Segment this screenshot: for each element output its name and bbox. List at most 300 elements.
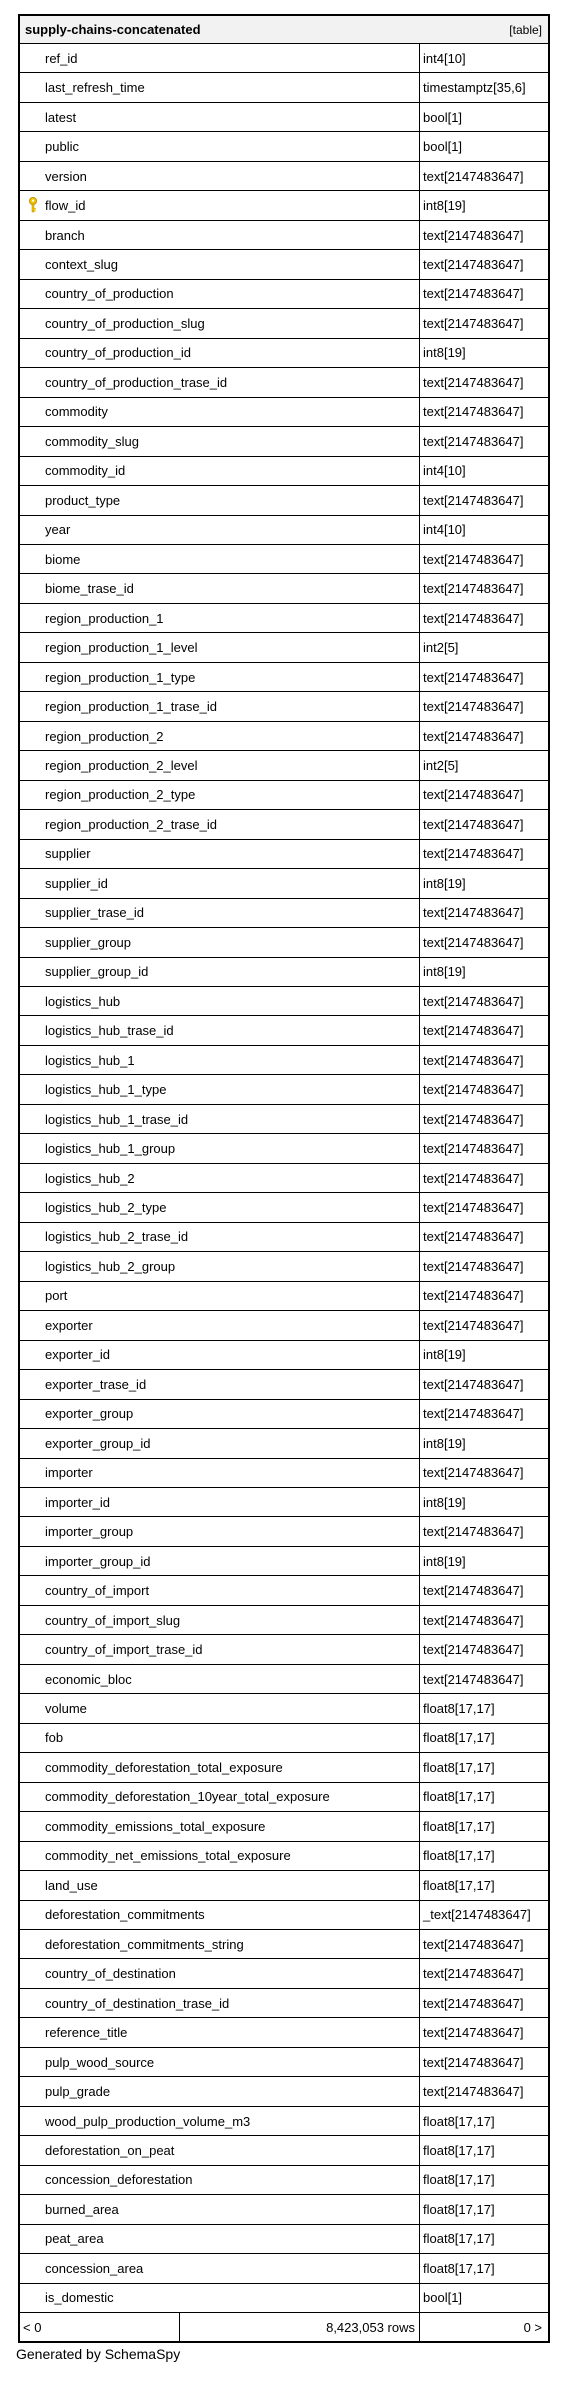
column-type: text[2147483647] (423, 1111, 524, 1127)
column-name: importer (45, 1465, 93, 1481)
column-name-cell (20, 339, 420, 367)
row-count: 8,423,053 rows (180, 2313, 420, 2341)
column-row (20, 280, 548, 309)
column-type: text[2147483647] (423, 1200, 524, 1216)
column-row (20, 132, 548, 161)
column-type: text[2147483647] (423, 1465, 524, 1481)
column-name-cell (20, 1193, 420, 1221)
column-name-cell (20, 604, 420, 632)
column-type: text[2147483647] (423, 846, 524, 862)
column-name: logistics_hub_1_group (45, 1141, 176, 1157)
column-row (20, 574, 548, 603)
column-name: exporter_group_id (45, 1435, 151, 1451)
column-row (20, 1105, 548, 1134)
column-type: text[2147483647] (423, 934, 524, 950)
column-name-cell (20, 1046, 420, 1074)
column-row (20, 692, 548, 721)
column-name-cell (20, 899, 420, 927)
column-name: commodity_emissions_total_exposure (45, 1818, 266, 1834)
column-row (20, 1665, 548, 1694)
column-type: int4[10] (423, 522, 466, 538)
column-type: text[2147483647] (423, 374, 524, 390)
column-row (20, 1193, 548, 1222)
column-type: float8[17,17] (423, 1848, 495, 1864)
column-row (20, 1429, 548, 1458)
column-type: text[2147483647] (423, 286, 524, 302)
column-row (20, 2077, 548, 2106)
column-row (20, 486, 548, 515)
column-row (20, 73, 548, 102)
column-name: economic_bloc (45, 1671, 132, 1687)
column-row (20, 368, 548, 397)
column-type: bool[1] (423, 109, 463, 125)
column-row (20, 1842, 548, 1871)
column-name: supplier (45, 846, 91, 862)
column-row (20, 250, 548, 279)
column-name: country_of_production (45, 286, 174, 302)
column-name: exporter_group (45, 1406, 134, 1422)
column-type: text[2147483647] (423, 1524, 524, 1540)
column-row (20, 781, 548, 810)
column-name: exporter (45, 1317, 93, 1333)
column-type: text[2147483647] (423, 993, 524, 1009)
column-row (20, 1901, 548, 1930)
column-name: deforestation_commitments_string (45, 1936, 244, 1952)
column-name-cell (20, 486, 420, 514)
column-name-cell (20, 1311, 420, 1339)
column-row (20, 751, 548, 780)
column-name-cell (20, 2254, 420, 2282)
table-node (18, 14, 550, 2343)
column-type: int8[19] (423, 964, 466, 980)
column-list (20, 44, 548, 2313)
column-name: fob (45, 1730, 64, 1746)
column-row (20, 958, 548, 987)
column-row (20, 1959, 548, 1988)
column-name: latest (45, 109, 77, 125)
column-type: int8[19] (423, 345, 466, 361)
column-name-cell (20, 162, 420, 190)
column-name-cell (20, 1134, 420, 1162)
column-type: int4[10] (423, 50, 466, 66)
column-name-cell (20, 1282, 420, 1310)
column-row (20, 722, 548, 751)
column-type: float8[17,17] (423, 2201, 495, 2217)
column-type: float8[17,17] (423, 1789, 495, 1805)
table-footer (20, 2313, 548, 2341)
column-name: logistics_hub_2_type (45, 1200, 167, 1216)
column-type: text[2147483647] (423, 699, 524, 715)
column-name: reference_title (45, 2025, 128, 2041)
generated-by-note: Generated by SchemaSpy (16, 2346, 181, 2362)
column-row (20, 1871, 548, 1900)
column-name: region_production_1_level (45, 640, 198, 656)
column-row (20, 1016, 548, 1045)
column-name: commodity_slug (45, 433, 139, 449)
column-name: burned_area (45, 2201, 119, 2217)
column-name: region_production_2_trase_id (45, 816, 218, 832)
column-name: commodity_deforestation_total_exposure (45, 1759, 283, 1775)
column-name: logistics_hub_2_group (45, 1258, 176, 1274)
column-name-cell (20, 928, 420, 956)
column-name-cell (20, 1901, 420, 1929)
column-name: ref_id (45, 50, 78, 66)
column-name: exporter_trase_id (45, 1376, 147, 1392)
column-name-cell (20, 692, 420, 720)
column-name: region_production_1_trase_id (45, 699, 218, 715)
column-type: text[2147483647] (423, 1258, 524, 1274)
column-type: text[2147483647] (423, 581, 524, 597)
column-name-cell (20, 1370, 420, 1398)
column-name-cell (20, 1606, 420, 1634)
column-type: text[2147483647] (423, 1671, 524, 1687)
column-type: int8[19] (423, 875, 466, 891)
column-type: text[2147483647] (423, 404, 524, 420)
column-row (20, 191, 548, 220)
column-name-cell (20, 2018, 420, 2046)
column-type: int8[19] (423, 1435, 466, 1451)
column-type: text[2147483647] (423, 1966, 524, 1982)
column-name: supplier_group (45, 934, 132, 950)
column-name: logistics_hub_trase_id (45, 1023, 174, 1039)
column-name: logistics_hub (45, 993, 121, 1009)
column-name-cell (20, 1252, 420, 1280)
column-name-cell (20, 2107, 420, 2135)
column-row (20, 1576, 548, 1605)
column-type: text[2147483647] (423, 433, 524, 449)
column-row (20, 1400, 548, 1429)
column-type: text[2147483647] (423, 905, 524, 921)
column-row (20, 309, 548, 338)
column-name: logistics_hub_1 (45, 1052, 135, 1068)
column-name-cell (20, 1930, 420, 1958)
column-type: text[2147483647] (423, 1052, 524, 1068)
column-name: importer_group_id (45, 1553, 151, 1569)
column-row (20, 1783, 548, 1812)
column-name-cell (20, 398, 420, 426)
child-count: 0 > (523, 2319, 542, 2335)
column-row (20, 1488, 548, 1517)
column-row (20, 2284, 548, 2313)
column-row (20, 1311, 548, 1340)
column-name-cell (20, 1665, 420, 1693)
column-row (20, 1282, 548, 1311)
column-name-cell (20, 869, 420, 897)
column-name: last_refresh_time (45, 80, 145, 96)
column-name-cell (20, 1341, 420, 1369)
column-type: int8[19] (423, 1553, 466, 1569)
column-name-cell (20, 73, 420, 101)
column-type: float8[17,17] (423, 2143, 495, 2159)
column-name: commodity_deforestation_10year_total_exposure (45, 1789, 330, 1805)
column-name-cell (20, 722, 420, 750)
column-name: pulp_grade (45, 2084, 111, 2100)
column-name: country_of_production_trase_id (45, 374, 228, 390)
column-row (20, 633, 548, 662)
column-type: float8[17,17] (423, 2172, 495, 2188)
column-name-cell (20, 2077, 420, 2105)
column-name: deforestation_commitments (45, 1907, 205, 1923)
column-row (20, 427, 548, 456)
column-type: text[2147483647] (423, 492, 524, 508)
column-type: text[2147483647] (423, 168, 524, 184)
column-row (20, 1547, 548, 1576)
column-row (20, 869, 548, 898)
column-type: _text[2147483647] (423, 1907, 531, 1923)
column-row (20, 987, 548, 1016)
column-type: bool[1] (423, 2290, 463, 2306)
column-name-cell (20, 545, 420, 573)
column-row (20, 1812, 548, 1841)
column-name: logistics_hub_1_type (45, 1082, 167, 1098)
column-type: text[2147483647] (423, 1317, 524, 1333)
column-row (20, 1223, 548, 1252)
column-type: float8[17,17] (423, 1818, 495, 1834)
column-row (20, 516, 548, 545)
column-name-cell (20, 574, 420, 602)
column-type: text[2147483647] (423, 2054, 524, 2070)
column-row (20, 2225, 548, 2254)
parent-count: < 0 (20, 2313, 180, 2341)
column-type: bool[1] (423, 139, 463, 155)
column-row (20, 545, 548, 574)
column-name-cell (20, 2225, 420, 2253)
table-kind-label: [table] (509, 22, 542, 37)
column-name-cell (20, 1753, 420, 1781)
column-name-cell (20, 103, 420, 131)
column-type: text[2147483647] (423, 1995, 524, 2011)
column-type: float8[17,17] (423, 1700, 495, 1716)
column-row (20, 1370, 548, 1399)
column-name-cell (20, 250, 420, 278)
column-name-cell (20, 1783, 420, 1811)
column-name-cell (20, 221, 420, 249)
column-type: text[2147483647] (423, 1936, 524, 1952)
column-row (20, 1989, 548, 2018)
column-type: text[2147483647] (423, 2025, 524, 2041)
column-name-cell (20, 1724, 420, 1752)
column-name: logistics_hub_2 (45, 1170, 135, 1186)
column-type: text[2147483647] (423, 1288, 524, 1304)
column-row (20, 398, 548, 427)
column-name-cell (20, 1635, 420, 1663)
column-name-cell (20, 1517, 420, 1545)
column-type: text[2147483647] (423, 1229, 524, 1245)
column-row (20, 604, 548, 633)
column-type: text[2147483647] (423, 728, 524, 744)
column-name: country_of_destination_trase_id (45, 1995, 230, 2011)
column-name-cell (20, 1871, 420, 1899)
column-row (20, 2107, 548, 2136)
column-name-cell (20, 427, 420, 455)
column-row (20, 457, 548, 486)
column-name-cell (20, 457, 420, 485)
column-name-cell (20, 368, 420, 396)
column-name-cell (20, 44, 420, 72)
column-row (20, 2136, 548, 2165)
column-name: public (45, 139, 79, 155)
column-name: biome (45, 551, 81, 567)
column-name: land_use (45, 1877, 98, 1893)
column-name: logistics_hub_2_trase_id (45, 1229, 189, 1245)
column-name: country_of_import (45, 1583, 150, 1599)
column-name-cell (20, 191, 420, 219)
column-type: text[2147483647] (423, 669, 524, 685)
column-row (20, 1635, 548, 1664)
column-name: context_slug (45, 257, 118, 273)
column-name: exporter_id (45, 1347, 111, 1363)
column-type: float8[17,17] (423, 1877, 495, 1893)
column-name-cell (20, 1400, 420, 1428)
column-name-cell (20, 781, 420, 809)
column-name: region_production_2 (45, 728, 164, 744)
column-name-cell (20, 1164, 420, 1192)
column-row (20, 2018, 548, 2047)
column-type: int2[5] (423, 757, 459, 773)
column-name: country_of_destination (45, 1966, 176, 1982)
column-name: version (45, 168, 87, 184)
column-name: port (45, 1288, 68, 1304)
column-name: peat_area (45, 2231, 104, 2247)
column-name-cell (20, 2284, 420, 2312)
column-type: int8[19] (423, 1347, 466, 1363)
column-name-cell (20, 309, 420, 337)
column-type: text[2147483647] (423, 610, 524, 626)
column-type: text[2147483647] (423, 1583, 524, 1599)
column-type: text[2147483647] (423, 2084, 524, 2100)
column-type: text[2147483647] (423, 1612, 524, 1628)
column-type: text[2147483647] (423, 1642, 524, 1658)
column-name: is_domestic (45, 2290, 114, 2306)
column-name-cell (20, 1429, 420, 1457)
column-name-cell (20, 1459, 420, 1487)
column-row (20, 221, 548, 250)
column-type: text[2147483647] (423, 1170, 524, 1186)
column-name-cell (20, 1075, 420, 1103)
column-name: year (45, 522, 71, 538)
column-name-cell (20, 516, 420, 544)
column-name-cell (20, 2048, 420, 2076)
column-name-cell (20, 810, 420, 838)
column-name: country_of_production_slug (45, 315, 205, 331)
column-type: float8[17,17] (423, 2231, 495, 2247)
column-type: int2[5] (423, 640, 459, 656)
column-name-cell (20, 2166, 420, 2194)
column-type: text[2147483647] (423, 1082, 524, 1098)
column-row (20, 1164, 548, 1193)
column-row (20, 1459, 548, 1488)
column-type: text[2147483647] (423, 816, 524, 832)
column-name-cell (20, 987, 420, 1015)
column-type: int4[10] (423, 463, 466, 479)
column-name-cell (20, 633, 420, 661)
column-type: float8[17,17] (423, 2113, 495, 2129)
column-type: text[2147483647] (423, 227, 524, 243)
column-type: text[2147483647] (423, 551, 524, 567)
column-type: timestamptz[35,6] (423, 80, 526, 96)
column-name: supplier_id (45, 875, 108, 891)
column-name: deforestation_on_peat (45, 2143, 175, 2159)
column-row (20, 44, 548, 73)
column-name-cell (20, 663, 420, 691)
column-row (20, 103, 548, 132)
column-name-cell (20, 1016, 420, 1044)
column-name-cell (20, 1576, 420, 1604)
column-name: region_production_1_type (45, 669, 196, 685)
column-name: commodity_net_emissions_total_exposure (45, 1848, 291, 1864)
column-row (20, 840, 548, 869)
column-name-cell (20, 2195, 420, 2223)
column-name: biome_trase_id (45, 581, 134, 597)
column-row (20, 1606, 548, 1635)
column-type: float8[17,17] (423, 2260, 495, 2276)
column-row (20, 810, 548, 839)
column-type: text[2147483647] (423, 1141, 524, 1157)
column-name: logistics_hub_1_trase_id (45, 1111, 189, 1127)
column-type: text[2147483647] (423, 1406, 524, 1422)
column-type: text[2147483647] (423, 1376, 524, 1392)
column-type: int8[19] (423, 198, 466, 214)
column-name-cell (20, 1812, 420, 1840)
column-type: float8[17,17] (423, 1759, 495, 1775)
column-type: text[2147483647] (423, 787, 524, 803)
column-row (20, 339, 548, 368)
column-row (20, 1341, 548, 1370)
column-name-cell (20, 1694, 420, 1722)
column-row (20, 2254, 548, 2283)
column-name: region_production_1 (45, 610, 164, 626)
column-name-cell (20, 1223, 420, 1251)
column-type: float8[17,17] (423, 1730, 495, 1746)
column-name-cell (20, 1842, 420, 1870)
column-name-cell (20, 1959, 420, 1987)
column-row (20, 1724, 548, 1753)
column-name: supplier_group_id (45, 964, 149, 980)
column-name: region_production_2_level (45, 757, 198, 773)
column-name: country_of_import_slug (45, 1612, 181, 1628)
column-name: country_of_import_trase_id (45, 1642, 203, 1658)
column-name-cell (20, 1547, 420, 1575)
column-row (20, 1517, 548, 1546)
column-row (20, 1930, 548, 1959)
column-row (20, 663, 548, 692)
column-row (20, 1046, 548, 1075)
column-row (20, 1134, 548, 1163)
primary-key-icon (28, 197, 38, 213)
column-name-cell (20, 1105, 420, 1133)
column-row (20, 928, 548, 957)
column-name: importer_group (45, 1524, 134, 1540)
column-name: commodity (45, 404, 108, 420)
column-name: concession_deforestation (45, 2172, 193, 2188)
column-type: text[2147483647] (423, 1023, 524, 1039)
column-name: product_type (45, 492, 121, 508)
column-name-cell (20, 132, 420, 160)
column-row (20, 1694, 548, 1723)
column-type: text[2147483647] (423, 257, 524, 273)
column-row (20, 1753, 548, 1782)
table-header (20, 16, 548, 44)
column-name-cell (20, 751, 420, 779)
column-row (20, 2048, 548, 2077)
column-row (20, 2166, 548, 2195)
column-name: supplier_trase_id (45, 905, 145, 921)
column-row (20, 1252, 548, 1281)
column-name: importer_id (45, 1494, 111, 1510)
column-name: branch (45, 227, 85, 243)
column-name: volume (45, 1700, 87, 1716)
column-type: text[2147483647] (423, 315, 524, 331)
